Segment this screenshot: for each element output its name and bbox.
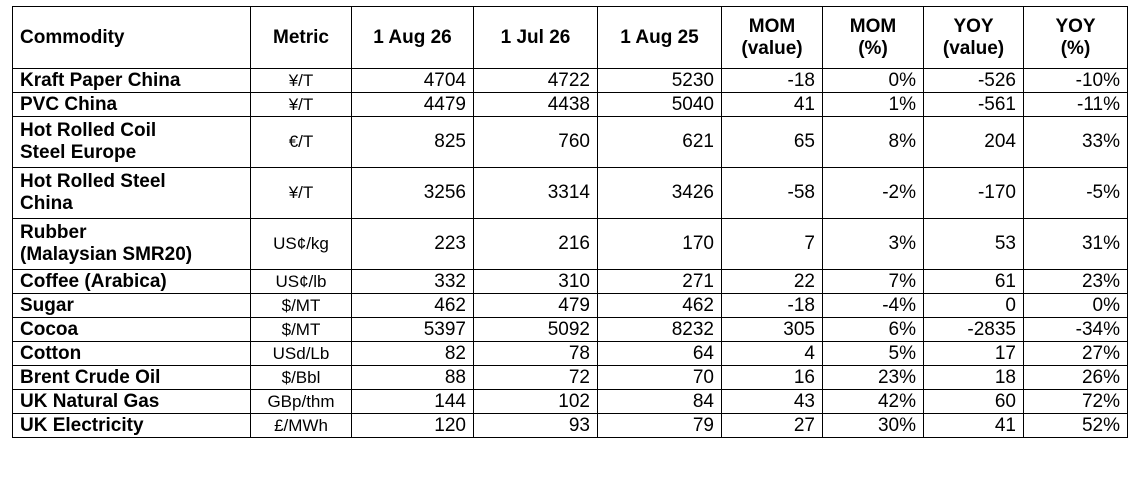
value-mom: 305 [722,318,823,342]
value-mom: -58 [722,168,823,219]
value-mom: 43 [722,390,823,414]
table-row [13,117,1128,168]
header-mom-pct-line2: (%) [858,37,888,59]
value-jul26: 72 [474,366,598,390]
value-jul26: 4438 [474,93,598,117]
commodity-name-line1: Coffee (Arabica) [20,270,167,292]
commodity-name-line1: Rubber [20,222,87,243]
value-aug26: 825 [352,117,474,168]
table-row [13,414,1128,438]
commodity-name [13,294,251,318]
header-aug25: 1 Aug 25 [598,7,722,69]
value-aug25: 8232 [598,318,722,342]
value-mom: 22 [722,270,823,294]
header-yoy-value-line1: YOY [953,15,994,37]
value-yoy-pct: 26% [1024,366,1128,390]
value-aug26: 462 [352,294,474,318]
commodity-price-table [12,6,1128,438]
value-aug25: 621 [598,117,722,168]
value-yoy: 60 [924,390,1024,414]
value-mom: -18 [722,69,823,93]
value-aug26: 4479 [352,93,474,117]
value-aug25: 271 [598,270,722,294]
value-yoy: 18 [924,366,1024,390]
value-mom-pct: 5% [823,342,924,366]
metric-unit: $/MT [251,294,352,318]
value-jul26: 479 [474,294,598,318]
header-yoy-pct-line2: (%) [1060,37,1091,59]
table-row [13,219,1128,270]
value-aug25: 84 [598,390,722,414]
table-row [13,93,1128,117]
value-yoy-pct: 72% [1024,390,1128,414]
value-aug25: 64 [598,342,722,366]
metric-unit: $/MT [251,318,352,342]
metric-unit: USd/Lb [251,342,352,366]
commodity-name-line1: UK Natural Gas [20,390,160,412]
commodity-name-line1: Hot Rolled Coil [20,120,157,141]
table-row [13,270,1128,294]
header-metric: Metric [251,7,352,69]
value-yoy-pct: 0% [1024,294,1128,318]
table-row [13,318,1128,342]
metric-unit: US¢/kg [251,219,352,270]
header-mom-pct [823,7,924,69]
value-yoy: 53 [924,219,1024,270]
value-mom-pct: 23% [823,366,924,390]
header-yoy-pct [1024,7,1128,69]
value-yoy-pct: -10% [1024,69,1128,93]
value-mom: 7 [722,219,823,270]
value-yoy-pct: -5% [1024,168,1128,219]
metric-unit: ¥/T [251,93,352,117]
header-aug26: 1 Aug 26 [352,7,474,69]
header-row [13,7,1128,69]
value-yoy: -2835 [924,318,1024,342]
value-yoy: 61 [924,270,1024,294]
value-mom: 41 [722,93,823,117]
value-mom-pct: 1% [823,93,924,117]
commodity-name [13,390,251,414]
value-jul26: 78 [474,342,598,366]
header-jul26: 1 Jul 26 [474,7,598,69]
table-row [13,69,1128,93]
value-mom-pct: 3% [823,219,924,270]
value-aug25: 70 [598,366,722,390]
value-mom-pct: 7% [823,270,924,294]
value-aug25: 170 [598,219,722,270]
value-aug26: 4704 [352,69,474,93]
metric-unit: US¢/lb [251,270,352,294]
metric-unit: GBp/thm [251,390,352,414]
value-yoy-pct: -11% [1024,93,1128,117]
value-mom: 16 [722,366,823,390]
value-jul26: 4722 [474,69,598,93]
value-yoy-pct: 23% [1024,270,1128,294]
header-mom-value [722,7,823,69]
value-aug26: 82 [352,342,474,366]
value-yoy: 204 [924,117,1024,168]
table-row [13,342,1128,366]
value-aug25: 462 [598,294,722,318]
value-jul26: 760 [474,117,598,168]
value-jul26: 5092 [474,318,598,342]
header-commodity: Commodity [13,7,251,69]
commodity-name [13,117,251,168]
commodity-name-line1: Cocoa [20,318,79,340]
value-yoy-pct: 31% [1024,219,1128,270]
value-aug26: 223 [352,219,474,270]
value-mom: 27 [722,414,823,438]
metric-unit: ¥/T [251,69,352,93]
value-aug26: 144 [352,390,474,414]
commodity-name [13,342,251,366]
value-aug26: 5397 [352,318,474,342]
value-aug26: 120 [352,414,474,438]
value-yoy-pct: 33% [1024,117,1128,168]
header-mom-value-line1: MOM [748,15,796,37]
value-mom-pct: 30% [823,414,924,438]
value-mom-pct: -4% [823,294,924,318]
value-mom: 65 [722,117,823,168]
value-aug25: 5230 [598,69,722,93]
commodity-name [13,219,251,270]
value-jul26: 216 [474,219,598,270]
value-aug25: 79 [598,414,722,438]
commodity-name [13,69,251,93]
commodity-name-line1: Hot Rolled Steel [20,171,166,192]
commodity-name [13,168,251,219]
commodity-name-line2: (Malaysian SMR20) [20,244,193,265]
value-yoy: -526 [924,69,1024,93]
metric-unit: $/Bbl [251,366,352,390]
value-aug26: 332 [352,270,474,294]
metric-unit: ¥/T [251,168,352,219]
header-yoy-pct-line1: YOY [1055,15,1096,37]
commodity-name-line1: Kraft Paper China [20,69,181,91]
commodity-name-line1: Sugar [20,294,74,316]
value-yoy: -561 [924,93,1024,117]
commodity-name-line1: UK Electricity [20,414,144,436]
commodity-name-line1: Cotton [20,342,82,364]
value-yoy: 41 [924,414,1024,438]
value-jul26: 310 [474,270,598,294]
value-jul26: 3314 [474,168,598,219]
value-aug25: 5040 [598,93,722,117]
commodity-name-line1: PVC China [20,93,118,115]
value-yoy-pct: 27% [1024,342,1128,366]
value-aug26: 88 [352,366,474,390]
table-row [13,390,1128,414]
commodity-name [13,93,251,117]
commodity-name [13,414,251,438]
value-mom: -18 [722,294,823,318]
header-mom-pct-line1: MOM [849,15,897,37]
value-mom-pct: -2% [823,168,924,219]
value-mom-pct: 0% [823,69,924,93]
commodity-name-line2: Steel Europe [20,142,137,163]
value-aug26: 3256 [352,168,474,219]
table-row [13,168,1128,219]
header-yoy-value-line2: (value) [942,37,1005,59]
value-jul26: 102 [474,390,598,414]
table-row [13,366,1128,390]
table-row [13,294,1128,318]
value-jul26: 93 [474,414,598,438]
value-mom-pct: 42% [823,390,924,414]
value-mom-pct: 6% [823,318,924,342]
commodity-name-line2: China [20,193,73,214]
value-yoy-pct: 52% [1024,414,1128,438]
value-mom-pct: 8% [823,117,924,168]
value-aug25: 3426 [598,168,722,219]
value-yoy: 0 [924,294,1024,318]
header-yoy-value [924,7,1024,69]
commodity-name [13,366,251,390]
value-yoy: -170 [924,168,1024,219]
value-yoy-pct: -34% [1024,318,1128,342]
header-mom-value-line2: (value) [741,37,803,59]
commodity-name [13,318,251,342]
metric-unit: €/T [251,117,352,168]
commodity-name [13,270,251,294]
value-yoy: 17 [924,342,1024,366]
commodity-name-line1: Brent Crude Oil [20,366,161,388]
metric-unit: £/MWh [251,414,352,438]
value-mom: 4 [722,342,823,366]
